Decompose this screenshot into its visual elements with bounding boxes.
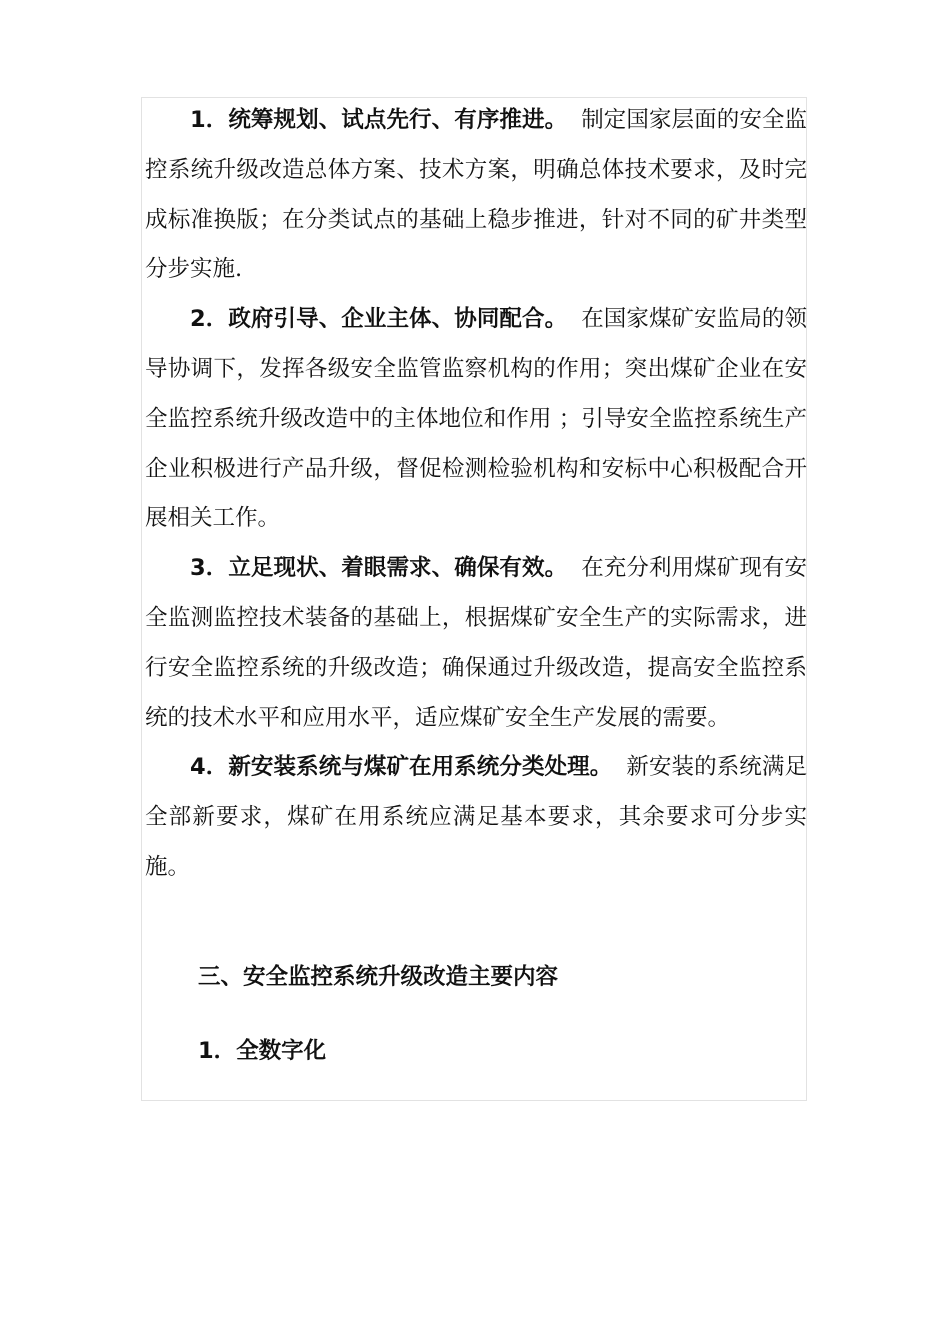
paragraph-text: 在国家煤矿安监局的领导协调下，发挥各级安全监管监察机构的作用；突出煤矿企业在安全监控系统升级改造中的主体地位和作用 ；引导安全监控系统生产企业积极进行产品升级，督促检测检验机构和安标中心积极配合开展相关工作。 [145, 306, 807, 532]
subsection-heading: 1．全数字化 [198, 1038, 327, 1064]
section-heading: 三、安全监控系统升级改造主要内容 [198, 964, 559, 990]
paragraph-1 [145, 96, 807, 295]
document-body [145, 96, 807, 893]
paragraph-text: 制定国家层面的安全监控系统升级改造总体方案、技术方案，明确总体技术要求，及时完成标准换版；在分类试点的基础上稳步推进，针对不同的矿井类型分步实施. [145, 107, 807, 283]
paragraph-lead: 1．统筹规划、试点先行、有序推进。 [190, 107, 568, 133]
paragraph-4 [145, 743, 807, 892]
paragraph-2 [145, 295, 807, 544]
paragraph-text: 在充分利用煤矿现有安全监测监控技术装备的基础上，根据煤矿安全生产的实际需求，进行安全监控系统的升级改造；确保通过升级改造，提高安全监控系统的技术水平和应用水平，适应煤矿安全生产发展的需要。 [145, 555, 807, 731]
paragraph-lead: 2．政府引导、企业主体、协同配合。 [190, 306, 568, 333]
paragraph-3 [145, 544, 807, 743]
paragraph-lead: 4．新安装系统与煤矿在用系统分类处理。 [190, 754, 613, 781]
paragraph-text: 新安装的系统满足全部新要求，煤矿在用系统应满足基本要求，其余要求可分步实施。 [145, 754, 807, 880]
paragraph-lead: 3．立足现状、着眼需求、确保有效。 [190, 555, 568, 582]
